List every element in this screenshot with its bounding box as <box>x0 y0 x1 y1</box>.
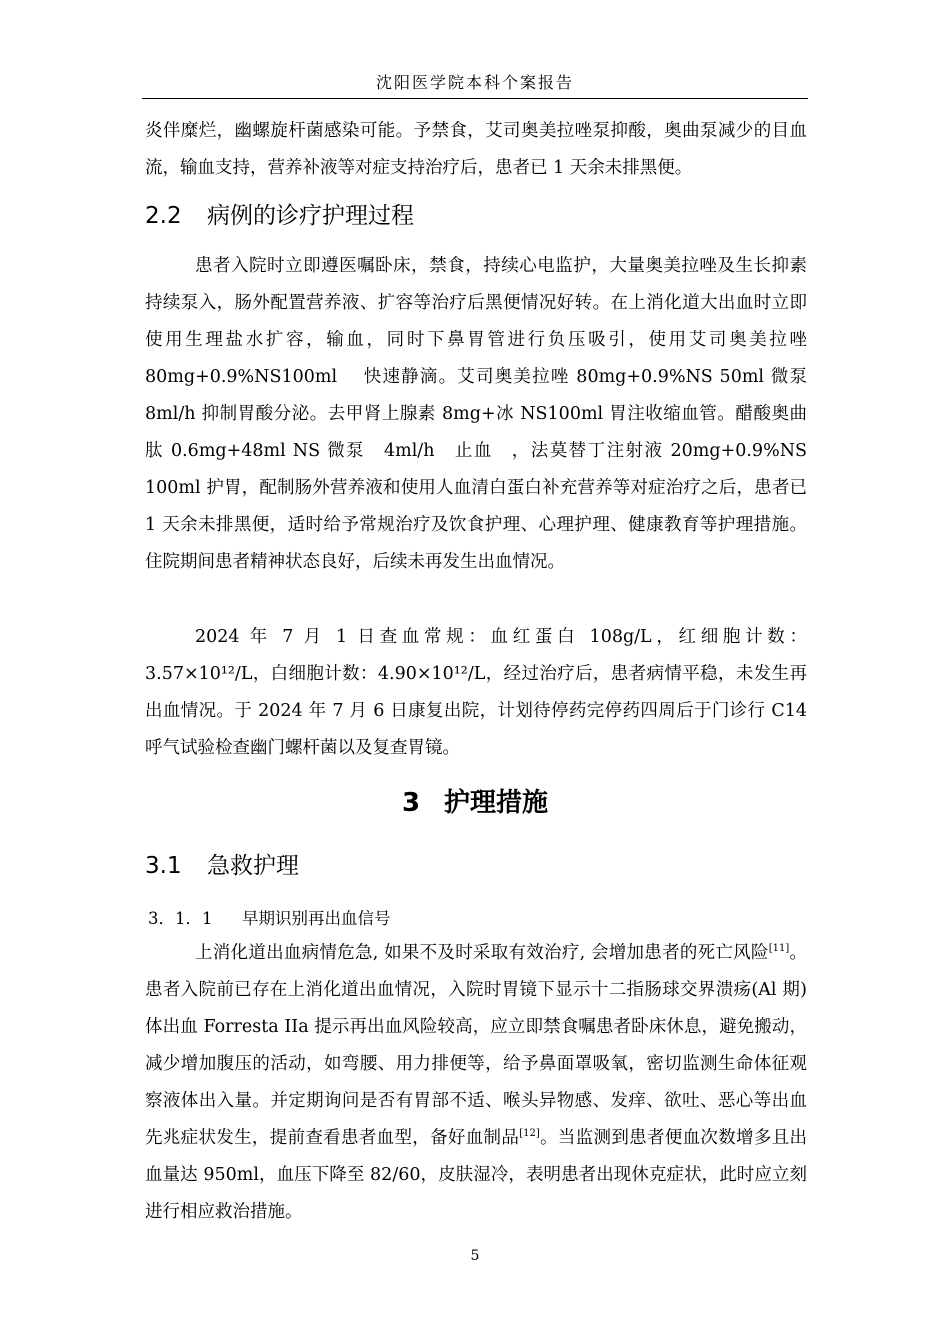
body-text: 。当监测到患者便血次数增多且出血量达 950ml，血压下降至 82/60，皮肤湿冷，表明患者出现休克症状，此时应立刻进行相应救治措施。 <box>145 1128 808 1222</box>
body-text: 。患者入院前已存在上消化道出血情况，入院时胃镜下显示十二指肠球交界溃疡(Al 期)体出血 Forresta IIa 提示再出血风险较高，应立即禁食嘱患者卧床休息，避免搬动，减少增加腹压的活动，如弯腰、用力排便等，给予鼻面罩吸氧，密切监测生命体征观察液体出入量。并定期询问是否有胃部不适、喉头异物感、发痒、欲吐、恶心等出血先兆症状发生，提前查看患者血型，备好血制品 <box>145 943 808 1148</box>
intro-paragraph: 炎伴糜烂，幽螺旋杆菌感染可能。予禁食，艾司奥美拉唑泵抑酸，奥曲泵减少的目血流，输血支持，营养补液等对症支持治疗后，患者已 1 天余未排黑便。 <box>145 121 807 178</box>
subsection-heading-3-1-1 <box>148 905 391 929</box>
citation-marker: [11] <box>768 943 790 954</box>
running-header: 沈阳医学院本科个案报告 <box>375 73 574 92</box>
chapter-heading-3 <box>0 782 950 819</box>
body-paragraph <box>145 935 807 1231</box>
section-title: 急救护理 <box>207 853 299 879</box>
citation-marker: [12] <box>519 1128 540 1139</box>
body-text: 上消化道出血病情危急, 如果不及时采取有效治疗, 会增加患者的死亡风险 <box>195 943 769 963</box>
section-number: 2.2 <box>145 203 182 229</box>
body-paragraph: 2024 年 7 月 1 日查血常规：血红蛋白 108g/L，红细胞计数：3.57×10¹²/L，白细胞计数：4.90×10¹²/L，经过治疗后，患者病情平稳，未发生再出血情况。于 2024 年 7 月 6 日康复出院，计划待停药完停药四周后于门诊行 C14 呼气试验检查幽门螺杆菌以及复查胃镜。 <box>145 627 807 758</box>
body-paragraph: 患者入院时立即遵医嘱卧床，禁食，持续心电监护，大量奥美拉唑及生长抑素持续泵入，肠外配置营养液、扩容等治疗后黑便情况好转。在上消化道大出血时立即使用生理盐水扩容，输血，同时下鼻胃管进行负压吸引，使用艾司奥美拉唑 80mg+0.9%NS100ml 快速静滴。艾司奥美拉唑 80mg+0.9%NS 50ml 微泵 8ml/h 抑制胃酸分泌。去甲肾上腺素 8mg+冰 NS100ml 胃注收缩血管。醋酸奥曲肽 0.6mg+48ml NS 微泵 4ml/h 止血 ，法莫替丁注射液 20mg+0.9%NS 100ml 护胃，配制肠外营养液和使用人血清白蛋白补充营养等对症治疗之后，患者已 1 天余未排黑便，适时给予常规治疗及饮食护理、心理护理、健康教育等护理措施。住院期间患者精神状态良好，后续未再发生出血情况。 <box>145 256 825 572</box>
section-title: 病例的诊疗护理过程 <box>207 203 414 229</box>
section-heading-3-1 <box>145 847 299 880</box>
chapter-number: 3 <box>401 788 421 818</box>
page-number: 5 <box>470 1248 480 1264</box>
header-rule <box>142 98 808 99</box>
section-number: 3.1 <box>145 853 182 879</box>
subsection-number: 3．1．1 <box>148 909 213 928</box>
chapter-title: 护理措施 <box>444 788 549 818</box>
section-heading-2-2 <box>145 197 414 230</box>
subsection-title: 早期识别再出血信号 <box>242 909 391 928</box>
